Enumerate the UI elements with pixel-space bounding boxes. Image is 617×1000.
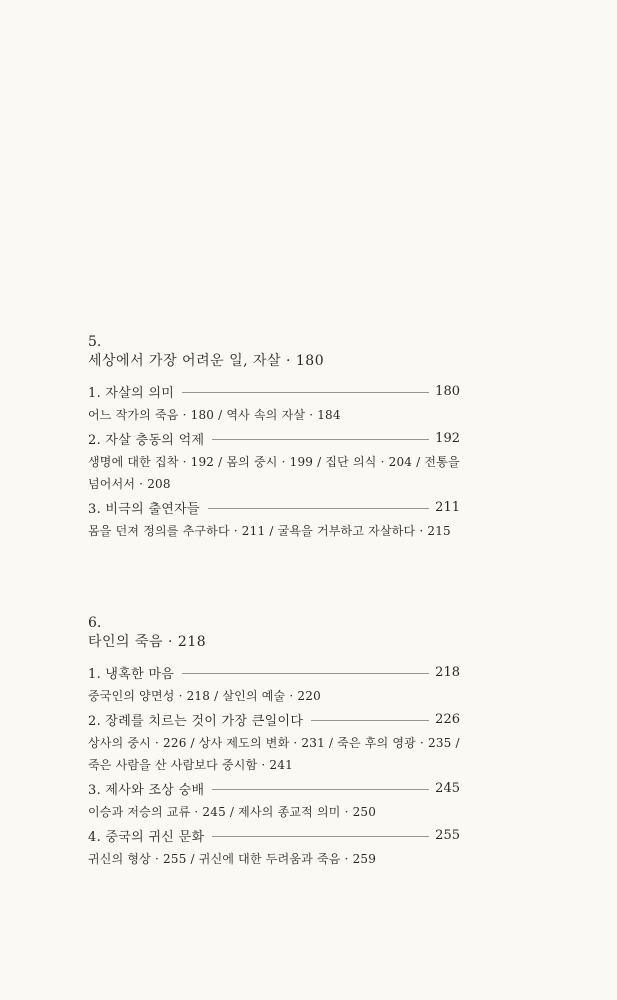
dotted-leader: [311, 720, 429, 721]
section-subtopics: 어느 작가의 죽음 · 180 / 역사 속의 자살 · 184: [88, 408, 341, 422]
section-title: 1. 자살의 의미: [88, 385, 175, 401]
dotted-leader: [208, 508, 429, 509]
chapter-number: 6.: [88, 615, 102, 631]
section-title: 2. 장례를 치르는 것이 가장 큰일이다: [88, 713, 304, 729]
dotted-leader: [182, 392, 429, 393]
toc-entry[interactable]: [88, 778, 460, 798]
dotted-leader: [212, 789, 429, 790]
toc-entry[interactable]: [88, 428, 460, 448]
chapter-number: 5.: [88, 334, 102, 350]
toc-entry[interactable]: [88, 825, 460, 845]
section-page: 218: [435, 664, 460, 680]
section-subtopics: 몸을 던져 정의를 추구하다 · 211 / 굴욕을 거부하고 자살하다 · 215: [88, 524, 451, 538]
section-subtopics: 귀신의 형상 · 255 / 귀신에 대한 두려움과 죽음 · 259: [88, 852, 377, 866]
section-title: 3. 비극의 출연자들: [88, 501, 200, 517]
chapter-title: 타인의 죽음 · 218: [88, 634, 207, 650]
toc-entry[interactable]: [88, 497, 460, 517]
section-title: 1. 냉혹한 마음: [88, 666, 175, 682]
section-page: 211: [435, 499, 460, 515]
section-subtopics: 상사의 중시 · 226 / 상사 제도의 변화 · 231 / 죽은 후의 영광 · 235 / 죽은 사람을 산 사람보다 중시함 · 241: [88, 736, 460, 772]
section-title: 3. 제사와 조상 숭배: [88, 782, 205, 798]
chapter-5: [88, 334, 460, 542]
section-subtopics: 중국인의 양면성 · 218 / 살인의 예술 · 220: [88, 689, 321, 703]
dotted-leader: [182, 673, 429, 674]
section-page: 255: [435, 827, 460, 843]
section-title: 4. 중국의 귀신 문화: [88, 829, 205, 845]
section-page: 245: [435, 780, 460, 796]
toc-entry[interactable]: [88, 381, 460, 401]
chapter-title: 세상에서 가장 어려운 일, 자살 · 180: [88, 353, 325, 369]
dotted-leader: [212, 439, 429, 440]
section-title: 2. 자살 충동의 억제: [88, 432, 205, 448]
section-page: 192: [435, 430, 460, 446]
chapter-6: [88, 615, 460, 870]
section-page: 226: [435, 711, 460, 727]
section-page: 180: [435, 383, 460, 399]
toc-entry[interactable]: [88, 662, 460, 682]
section-subtopics: 이승과 저승의 교류 · 245 / 제사의 종교적 의미 · 250: [88, 805, 377, 819]
dotted-leader: [212, 836, 429, 837]
toc-entry[interactable]: [88, 709, 460, 729]
section-subtopics: 생명에 대한 집착 · 192 / 몸의 중시 · 199 / 집단 의식 · 204 / 전통을 넘어서서 · 208: [88, 455, 460, 491]
